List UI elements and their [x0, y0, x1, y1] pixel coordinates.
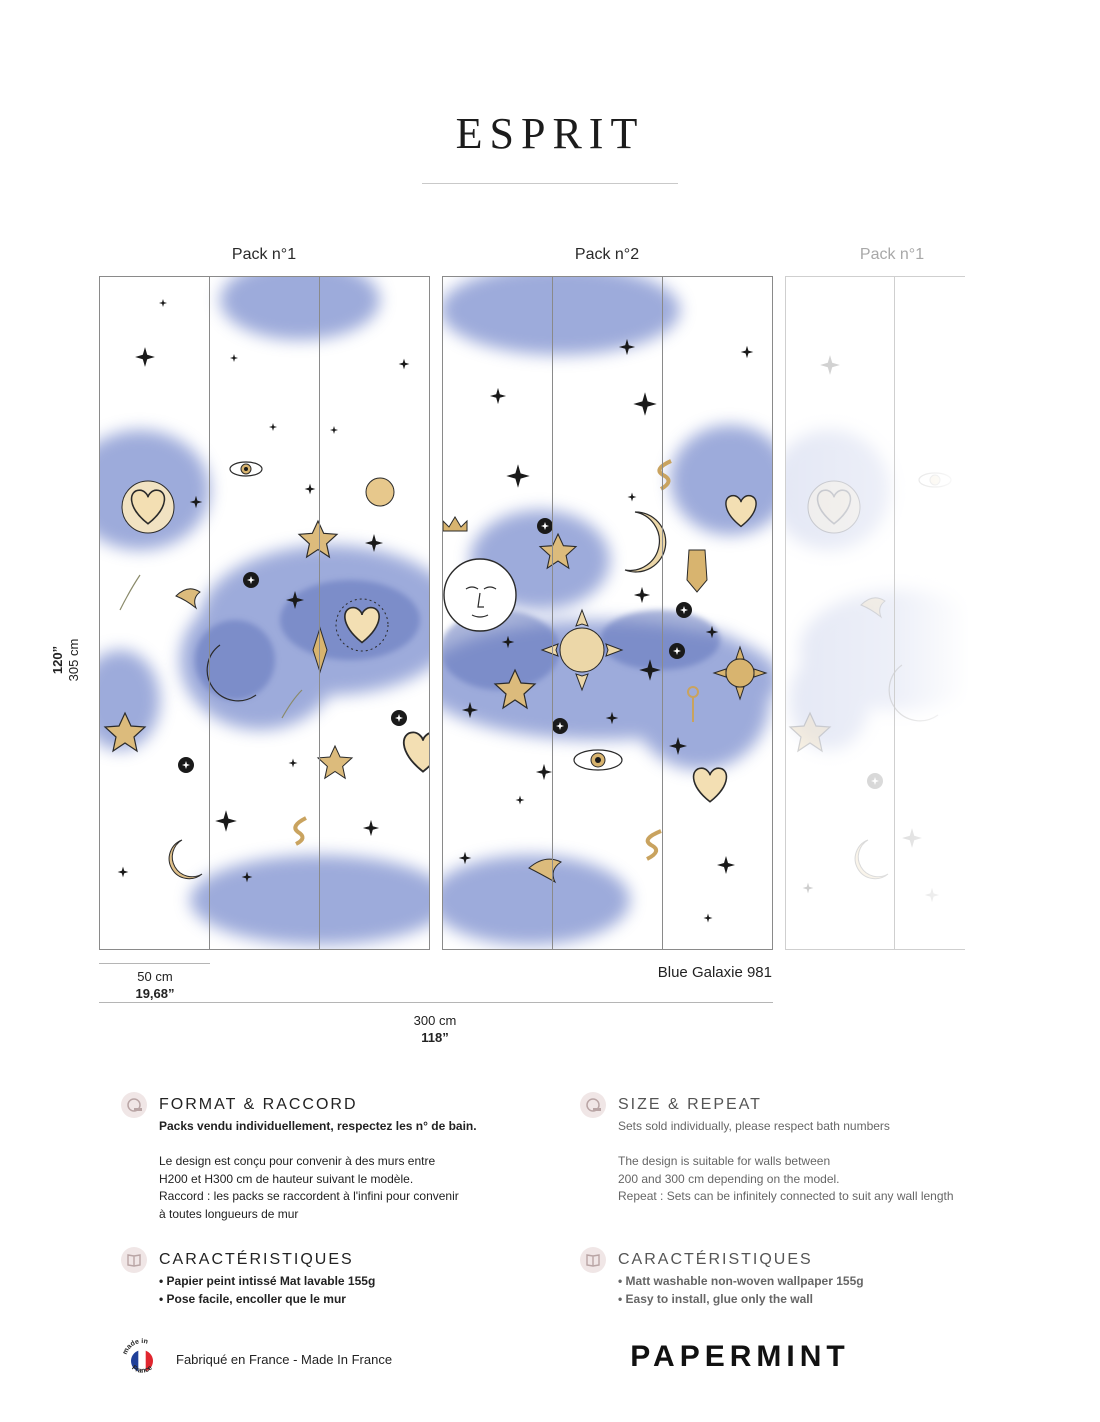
caracteristiques-en-body — [618, 1273, 1058, 1308]
caracteristiques-fr-body — [159, 1273, 599, 1308]
product-reference: Blue Galaxie 981 — [657, 964, 772, 981]
format-line: H200 et H300 cm de hauteur suivant le modèle. — [159, 1171, 414, 1186]
measuring-tape-icon — [580, 1092, 606, 1118]
format-line: à toutes longueurs de mur — [159, 1206, 299, 1221]
strip-width-in: 19,68” — [135, 986, 175, 1001]
total-width-in: 118” — [421, 1030, 449, 1045]
height-cm: 305 cm — [66, 638, 81, 682]
size-line: Sets sold individually, please respect bath numbers — [618, 1119, 890, 1133]
brand-logo: PAPERMINT — [630, 1340, 850, 1373]
pack-label-1: Pack n°1 — [231, 246, 297, 263]
size-line: 200 and 300 cm depending on the model. — [618, 1171, 840, 1186]
spec-line: • Papier peint intissé Mat lavable 155g — [159, 1274, 376, 1288]
strip-width-dimension — [99, 968, 211, 1002]
format-line-gap — [159, 1136, 599, 1154]
svg-text:France: France — [130, 1364, 154, 1375]
spec-line: • Matt washable non-woven wallpaper 155g — [618, 1274, 864, 1288]
made-in-france-badge — [122, 1333, 162, 1383]
made-in-france-text: Fabriqué en France - Made In France — [176, 1352, 393, 1367]
size-repeat-body — [618, 1118, 1058, 1206]
format-line: Packs vendu individuellement, respectez les n° de bain. — [159, 1119, 477, 1133]
strip-width-line — [99, 963, 210, 964]
caracteristiques-en-title: CARACTÉRISTIQUES — [618, 1251, 813, 1268]
size-line: The design is suitable for walls between — [618, 1154, 831, 1169]
pack-label-2: Pack n°2 — [574, 246, 640, 263]
format-line: Le design est conçu pour convenir à des murs entre — [159, 1154, 436, 1169]
total-width-cm: 300 cm — [413, 1013, 457, 1028]
height-in: 120” — [50, 645, 65, 675]
size-repeat-title: SIZE & REPEAT — [618, 1096, 762, 1113]
page-title: ESPRIT — [455, 109, 645, 158]
book-icon — [121, 1247, 147, 1273]
spec-line: • Pose facile, encoller que le mur — [159, 1291, 346, 1306]
book-icon — [580, 1247, 606, 1273]
svg-text:made in: made in — [122, 1337, 149, 1356]
height-dimension — [50, 630, 90, 690]
format-raccord-body — [159, 1118, 599, 1224]
spec-line: • Easy to install, glue only the wall — [618, 1291, 813, 1306]
measuring-tape-icon — [121, 1092, 147, 1118]
size-line-gap — [618, 1136, 1058, 1154]
format-line: Raccord : les packs se raccordent à l'infini pour convenir — [159, 1189, 459, 1204]
total-width-dimension — [335, 1012, 535, 1046]
size-line: Repeat : Sets can be infinitely connected to suit any wall length — [618, 1189, 954, 1204]
caracteristiques-fr-title: CARACTÉRISTIQUES — [159, 1251, 354, 1268]
total-width-line — [99, 1002, 773, 1003]
format-raccord-title: FORMAT & RACCORD — [159, 1096, 358, 1113]
pack-label-3: Pack n°1 — [859, 246, 925, 263]
strip-width-cm: 50 cm — [137, 969, 173, 984]
